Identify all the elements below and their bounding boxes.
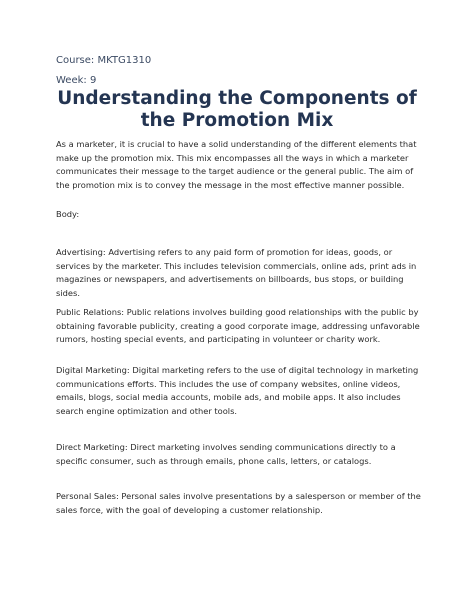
document-title: Understanding the Components of the Promotion Mix (57, 88, 417, 131)
section-public-relations: Public Relations: Public relations involves building good relationships with the public by obtaining favorable publicity, creating a good corporate image, addressing unfavorable rumors, hosting special events, and participating in volunteer or charity work. (56, 307, 420, 345)
section-direct-marketing: Direct Marketing: Direct marketing involves sending communications directly to a specific consumer, such as through emails, phone calls, letters, or catalogs. (56, 442, 396, 466)
week-label: Week: 9 (56, 75, 97, 86)
body-label: Body: (56, 209, 80, 219)
intro-paragraph: As a marketer, it is crucial to have a solid understanding of the different elements that make up the promotion mix. This mix encompasses all the ways in which a marketer communicates their message to the target audience or the general public. The aim of the promotion mix is to convey the message in the most effective manner possible. (56, 139, 417, 190)
course-label: Course: MKTG1310 (56, 55, 152, 66)
section-personal-sales: Personal Sales: Personal sales involve presentations by a salesperson or member of the sales force, with the goal of developing a customer relationship. (56, 491, 421, 515)
section-advertising: Advertising: Advertising refers to any paid form of promotion for ideas, goods, or services by the marketer. This includes television commercials, online ads, print ads in magazines or newspapers, and advertisements on billboards, bus stops, or building sides. (56, 247, 417, 298)
section-digital-marketing: Digital Marketing: Digital marketing refers to the use of digital technology in marketing communications efforts. This includes the use of company websites, online videos, emails, blogs, social media accounts, mobile ads, and mobile apps. It also includes search engine optimization and other tools. (56, 365, 419, 416)
